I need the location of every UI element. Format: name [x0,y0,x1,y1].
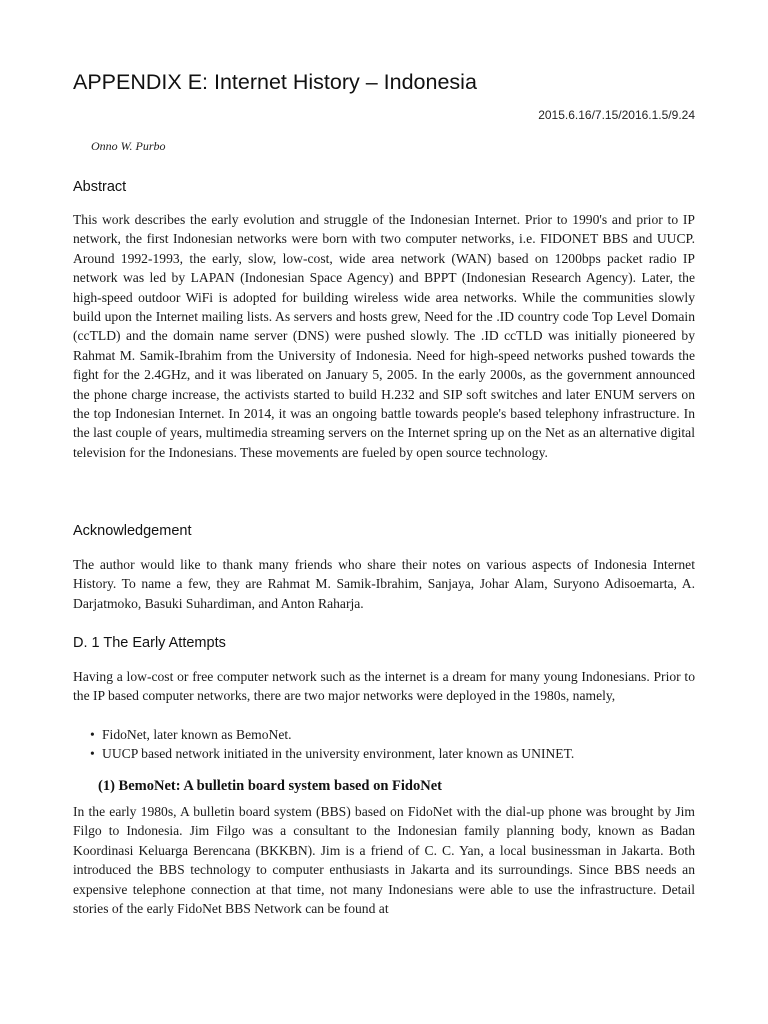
author-name: Onno W. Purbo [91,139,166,153]
section-d1-heading: D. 1 The Early Attempts [73,635,226,651]
abstract-body: This work describes the early evolution and struggle of the Indonesian Internet. Prior to 1990's and prior to IP network, the first Indonesian networks were born with two computer networks, i.e. FIDONET BBS and UUCP. Around 1992-1993, the early, slow, low-cost, wide area network (WAN) based on 1200bps packet radio IP network was led by LAPAN (Indonesian Space Agency) and BPPT (Indonesian Research Agency). Later, the high-speed outdoor WiFi is adopted for building wireless wide area networks. While the communities slowly build upon the Internet mailing lists. As servers and hosts grew, Need for the .ID country code Top Level Domain (ccTLD) and the domain name server (DNS) were pushed slowly. The .ID ccTLD was initially pioneered by Rahmat M. Samik-Ibrahim from the University of Indonesia. Need for high-speed networks pushed towards the fight for the 2.4GHz, and it was liberated on January 5, 2005. In the early 2000s, as the government announced the phone charge increase, the activists started to build H.232 and SIP soft switches and later ENUM servers on the top Indonesian Internet. In 2014, it was an ongoing battle towards people's based telephony infrastructure. In the last couple of years, multimedia streaming servers on the Internet spring up on the Net as an alternative digital television for the Indonesians. These movements are fueled by open source technology. [73,212,695,460]
bullet-marker: • [90,746,95,762]
acknowledgement-body: The author would like to thank many friends who share their notes on various aspects of Indonesia Internet History. To name a few, they are Rahmat M. Samik-Ibrahim, Sanjaya, Johar Alam, Suryono Adisoemarta, A. Darjatmoko, Basuki Suhardiman, and Anton Raharja. [73,557,695,611]
subsection-1-body: In the early 1980s, A bulletin board system (BBS) based on FidoNet with the dial-up phone was brought by Jim Filgo to Indonesia. Jim Filgo was a consultant to the Indonesian family planning body, known as Badan Koordinasi Keluarga Berencana (BKKBN). Jim is a friend of C. C. Yan, a local businessman in Jakarta. Both introduced the BBS technology to computer enthusiasts in Jakarta and its surroundings. Since BBS needs an expensive telephone connection at that time, not many Indonesians were able to use the infrastructure. Detail stories of the early FidoNet BBS Network can be found at [73,804,695,917]
section-d1-intro: Having a low-cost or free computer network such as the internet is a dream for many young Indonesians. Prior to the IP based computer networks, there are two major networks were deployed in the 1980s, namely, [73,669,695,704]
acknowledgement-heading: Acknowledgement [73,523,192,539]
list-item-text: UUCP based network initiated in the university environment, later known as UNINET. [102,746,575,762]
network-list [90,725,690,764]
revision-dates: 2015.6.16/7.15/2016.1.5/9.24 [538,108,695,122]
abstract-heading: Abstract [73,179,127,195]
subsection-1-heading: (1) BemoNet: A bulletin board system based on FidoNet [98,778,442,794]
list-item-text: FidoNet, later known as BemoNet. [102,727,292,742]
page-title: APPENDIX E: Internet History – Indonesia [73,70,477,94]
list-item [90,725,690,744]
bullet-marker: • [90,727,95,742]
list-item [90,744,690,763]
